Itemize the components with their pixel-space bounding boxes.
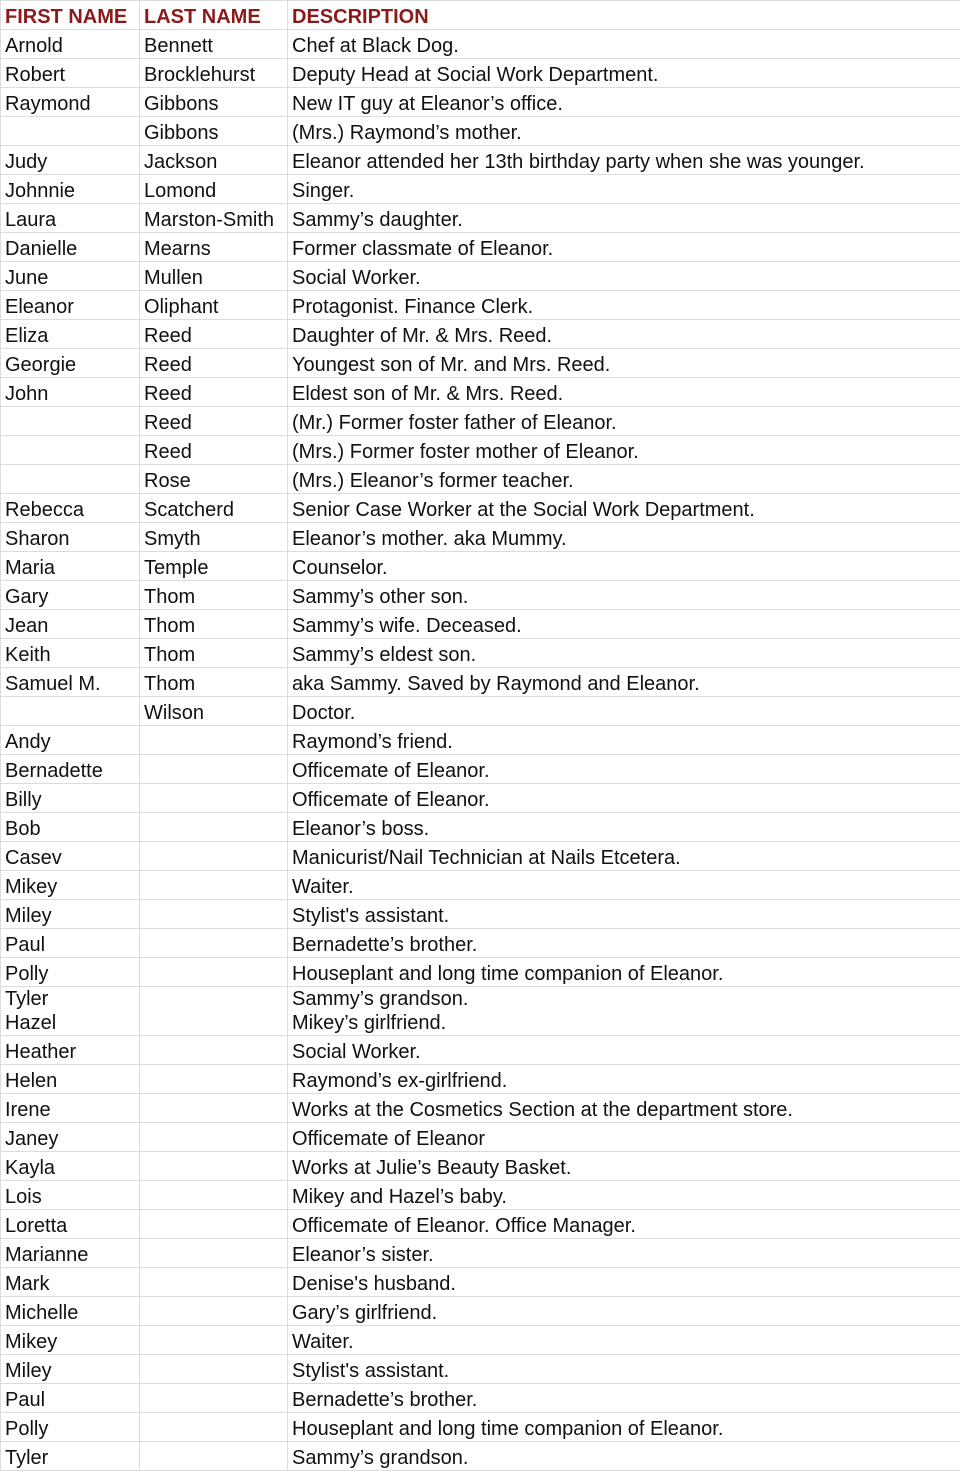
description-cell[interactable]: New IT guy at Eleanor’s office. [288, 88, 960, 117]
description-cell[interactable]: Deputy Head at Social Work Department. [288, 59, 960, 88]
first-name-cell[interactable]: Mikey [1, 871, 140, 900]
description-cell[interactable]: Waiter. [288, 1326, 960, 1355]
table-row [1, 320, 960, 349]
table-row [1, 668, 960, 697]
table-row [1, 262, 960, 291]
last-name-cell[interactable] [140, 871, 288, 900]
table-row [1, 697, 960, 726]
description-cell[interactable]: Officemate of Eleanor. [288, 755, 960, 784]
first-name-cell[interactable]: Andy [1, 726, 140, 755]
first-name-cell[interactable]: Rebecca [1, 494, 140, 523]
description-cell[interactable]: Officemate of Eleanor. Office Manager. [288, 1210, 960, 1239]
last-name-cell[interactable] [140, 900, 288, 929]
description-cell[interactable]: aka Sammy. Saved by Raymond and Eleanor. [288, 668, 960, 697]
first-name-cell[interactable]: Janey [1, 1123, 140, 1152]
first-name-cell[interactable]: Johnnie [1, 175, 140, 204]
first-name-cell[interactable]: Tyler [1, 1442, 140, 1471]
first-name-cell[interactable]: Danielle [1, 233, 140, 262]
header-row [1, 1, 960, 30]
table-row [1, 784, 960, 813]
table-row [1, 407, 960, 436]
description-cell[interactable]: Sammy’s grandson. Mikey’s girlfriend. [288, 987, 960, 1036]
first-name-cell[interactable]: Bob [1, 813, 140, 842]
first-name-cell[interactable]: Raymond [1, 88, 140, 117]
first-name-cell[interactable]: Sharon [1, 523, 140, 552]
table-row [1, 842, 960, 871]
description-cell[interactable]: (Mrs.) Eleanor’s former teacher. [288, 465, 960, 494]
last-name-cell[interactable] [140, 755, 288, 784]
last-name-cell[interactable] [140, 842, 288, 871]
last-name-cell[interactable]: Thom [140, 610, 288, 639]
last-name-cell[interactable]: Rose [140, 465, 288, 494]
last-name-cell[interactable] [140, 958, 288, 987]
last-name-cell[interactable]: Smyth [140, 523, 288, 552]
last-name-cell[interactable]: Oliphant [140, 291, 288, 320]
table-row [1, 1210, 960, 1239]
first-name-cell[interactable] [1, 117, 140, 146]
first-name-cell[interactable]: Helen [1, 1065, 140, 1094]
first-name-cell[interactable]: Eliza [1, 320, 140, 349]
table-row [1, 59, 960, 88]
last-name-cell[interactable]: Reed [140, 320, 288, 349]
description-cell[interactable]: Sammy’s grandson. [288, 1442, 960, 1471]
description-cell[interactable]: Social Worker. [288, 1036, 960, 1065]
first-name-cell[interactable]: Georgie [1, 349, 140, 378]
table-row [1, 726, 960, 755]
table-row [1, 1181, 960, 1210]
first-name-cell[interactable]: Gary [1, 581, 140, 610]
last-name-cell[interactable] [140, 1181, 288, 1210]
table-row [1, 958, 960, 987]
table-row [1, 436, 960, 465]
description-cell[interactable]: (Mrs.) Former foster mother of Eleanor. [288, 436, 960, 465]
first-name-cell[interactable]: Bernadette [1, 755, 140, 784]
description-cell[interactable]: Sammy’s eldest son. [288, 639, 960, 668]
table-row [1, 987, 960, 1036]
table-row [1, 378, 960, 407]
last-name-cell[interactable] [140, 1065, 288, 1094]
last-name-cell[interactable] [140, 1152, 288, 1181]
last-name-cell[interactable] [140, 1123, 288, 1152]
first-name-cell[interactable]: Paul [1, 929, 140, 958]
table-row [1, 204, 960, 233]
table-row [1, 233, 960, 262]
description-cell[interactable]: Officemate of Eleanor. [288, 784, 960, 813]
description-cell[interactable]: Officemate of Eleanor [288, 1123, 960, 1152]
last-name-cell[interactable]: Temple [140, 552, 288, 581]
last-name-cell[interactable]: Lomond [140, 175, 288, 204]
last-name-cell[interactable]: Gibbons [140, 117, 288, 146]
table-row [1, 639, 960, 668]
table-row [1, 1152, 960, 1181]
description-cell[interactable]: Senior Case Worker at the Social Work Department. [288, 494, 960, 523]
description-cell[interactable]: (Mrs.) Raymond’s mother. [288, 117, 960, 146]
table-row [1, 1355, 960, 1384]
first-name-cell[interactable]: Paul [1, 1384, 140, 1413]
first-name-cell[interactable]: Keith [1, 639, 140, 668]
first-name-cell[interactable]: Casev [1, 842, 140, 871]
table-row [1, 929, 960, 958]
table-row [1, 146, 960, 175]
first-name-cell[interactable]: Polly [1, 1413, 140, 1442]
description-cell[interactable]: Bernadette’s brother. [288, 929, 960, 958]
first-name-cell[interactable]: Polly [1, 958, 140, 987]
first-name-cell[interactable] [1, 697, 140, 726]
table-row [1, 291, 960, 320]
last-name-cell[interactable]: Mullen [140, 262, 288, 291]
first-name-cell[interactable]: Samuel M. [1, 668, 140, 697]
description-cell[interactable]: Sammy’s daughter. [288, 204, 960, 233]
last-name-cell[interactable] [140, 813, 288, 842]
first-name-cell[interactable]: John [1, 378, 140, 407]
table-row [1, 1239, 960, 1268]
table-row [1, 900, 960, 929]
description-cell[interactable]: Works at the Cosmetics Section at the department store. [288, 1094, 960, 1123]
last-name-cell[interactable]: Thom [140, 668, 288, 697]
last-name-cell[interactable]: Brocklehurst [140, 59, 288, 88]
description-cell[interactable]: Eleanor attended her 13th birthday party when she was younger. [288, 146, 960, 175]
table-row [1, 1123, 960, 1152]
description-cell[interactable]: Protagonist. Finance Clerk. [288, 291, 960, 320]
description-cell[interactable]: Eldest son of Mr. & Mrs. Reed. [288, 378, 960, 407]
table-row [1, 1326, 960, 1355]
description-cell[interactable]: Stylist's assistant. [288, 1355, 960, 1384]
description-cell[interactable]: Denise's husband. [288, 1268, 960, 1297]
table-row [1, 1442, 960, 1471]
first-name-cell[interactable] [1, 465, 140, 494]
first-name-cell[interactable]: Michelle [1, 1297, 140, 1326]
description-cell[interactable]: Social Worker. [288, 262, 960, 291]
first-name-cell[interactable] [1, 436, 140, 465]
table-row [1, 349, 960, 378]
description-cell[interactable]: Mikey and Hazel’s baby. [288, 1181, 960, 1210]
last-name-cell[interactable]: Wilson [140, 697, 288, 726]
first-name-cell[interactable]: Judy [1, 146, 140, 175]
table-row [1, 581, 960, 610]
table-body [1, 30, 960, 1471]
last-name-cell[interactable] [140, 1297, 288, 1326]
first-name-cell[interactable]: Mark [1, 1268, 140, 1297]
first-name-cell[interactable] [1, 407, 140, 436]
last-name-cell[interactable] [140, 784, 288, 813]
last-name-cell[interactable]: Reed [140, 349, 288, 378]
description-cell[interactable]: Bernadette’s brother. [288, 1384, 960, 1413]
last-name-cell[interactable]: Thom [140, 581, 288, 610]
first-name-cell[interactable]: Heather [1, 1036, 140, 1065]
last-name-cell[interactable] [140, 1094, 288, 1123]
description-cell[interactable]: Sammy’s other son. [288, 581, 960, 610]
last-name-cell[interactable]: Scatcherd [140, 494, 288, 523]
table-row [1, 755, 960, 784]
last-name-cell[interactable] [140, 1384, 288, 1413]
table-row [1, 523, 960, 552]
description-cell[interactable]: Chef at Black Dog. [288, 30, 960, 59]
last-name-cell[interactable]: Marston-Smith [140, 204, 288, 233]
last-name-cell[interactable]: Reed [140, 436, 288, 465]
description-cell[interactable]: Raymond’s friend. [288, 726, 960, 755]
last-name-cell[interactable]: Reed [140, 407, 288, 436]
table-row [1, 465, 960, 494]
table-row [1, 1384, 960, 1413]
last-name-cell[interactable] [140, 1442, 288, 1471]
description-header[interactable]: DESCRIPTION [288, 1, 960, 30]
first-name-cell[interactable]: Billy [1, 784, 140, 813]
description-cell[interactable]: Raymond’s ex-girlfriend. [288, 1065, 960, 1094]
first-name-cell[interactable]: Miley [1, 1355, 140, 1384]
first-name-cell[interactable]: Laura [1, 204, 140, 233]
table-row [1, 610, 960, 639]
description-cell[interactable]: Houseplant and long time companion of Eleanor. [288, 1413, 960, 1442]
table-row [1, 813, 960, 842]
description-cell[interactable]: Gary’s girlfriend. [288, 1297, 960, 1326]
first-name-cell[interactable]: Kayla [1, 1152, 140, 1181]
last-name-cell[interactable] [140, 1268, 288, 1297]
last-name-cell[interactable] [140, 987, 288, 1036]
last-name-cell[interactable]: Reed [140, 378, 288, 407]
table-row [1, 1065, 960, 1094]
first-name-cell[interactable]: Maria [1, 552, 140, 581]
last-name-cell[interactable] [140, 1355, 288, 1384]
last-name-cell[interactable]: Jackson [140, 146, 288, 175]
first-name-cell[interactable]: Robert [1, 59, 140, 88]
table-row [1, 1268, 960, 1297]
description-cell[interactable]: Daughter of Mr. & Mrs. Reed. [288, 320, 960, 349]
last-name-cell[interactable] [140, 1326, 288, 1355]
last-name-cell[interactable]: Thom [140, 639, 288, 668]
last-name-cell[interactable] [140, 726, 288, 755]
description-cell[interactable]: Stylist's assistant. [288, 900, 960, 929]
last-name-cell[interactable] [140, 1239, 288, 1268]
table-row [1, 117, 960, 146]
description-cell[interactable]: Sammy’s wife. Deceased. [288, 610, 960, 639]
description-cell[interactable]: Former classmate of Eleanor. [288, 233, 960, 262]
table-row [1, 30, 960, 59]
description-cell[interactable]: Counselor. [288, 552, 960, 581]
description-cell[interactable]: Waiter. [288, 871, 960, 900]
description-cell[interactable]: (Mr.) Former foster father of Eleanor. [288, 407, 960, 436]
first-name-cell[interactable]: Tyler Hazel [1, 987, 140, 1036]
description-cell[interactable]: Houseplant and long time companion of Eleanor. [288, 958, 960, 987]
last-name-cell[interactable]: Gibbons [140, 88, 288, 117]
first-name-header[interactable]: FIRST NAME [1, 1, 140, 30]
description-cell[interactable]: Works at Julie’s Beauty Basket. [288, 1152, 960, 1181]
table-row [1, 1036, 960, 1065]
description-cell[interactable]: Youngest son of Mr. and Mrs. Reed. [288, 349, 960, 378]
last-name-cell[interactable]: Bennett [140, 30, 288, 59]
table-row [1, 871, 960, 900]
first-name-cell[interactable]: Marianne [1, 1239, 140, 1268]
first-name-cell[interactable]: Eleanor [1, 291, 140, 320]
table-row [1, 88, 960, 117]
first-name-cell[interactable]: Irene [1, 1094, 140, 1123]
description-cell[interactable]: Eleanor’s sister. [288, 1239, 960, 1268]
table-row [1, 552, 960, 581]
last-name-header[interactable]: LAST NAME [140, 1, 288, 30]
last-name-cell[interactable] [140, 929, 288, 958]
last-name-cell[interactable] [140, 1413, 288, 1442]
first-name-cell[interactable]: June [1, 262, 140, 291]
last-name-cell[interactable]: Mearns [140, 233, 288, 262]
first-name-cell[interactable]: Jean [1, 610, 140, 639]
description-cell[interactable]: Doctor. [288, 697, 960, 726]
table-row [1, 1094, 960, 1123]
first-name-cell[interactable]: Arnold [1, 30, 140, 59]
first-name-cell[interactable]: Lois [1, 1181, 140, 1210]
table-row [1, 175, 960, 204]
description-cell[interactable]: Eleanor’s boss. [288, 813, 960, 842]
last-name-cell[interactable] [140, 1210, 288, 1239]
table-row [1, 1413, 960, 1442]
first-name-cell[interactable]: Miley [1, 900, 140, 929]
last-name-cell[interactable] [140, 1036, 288, 1065]
first-name-cell[interactable]: Mikey [1, 1326, 140, 1355]
table-row [1, 1297, 960, 1326]
table-row [1, 494, 960, 523]
description-cell[interactable]: Singer. [288, 175, 960, 204]
description-cell[interactable]: Manicurist/Nail Technician at Nails Etcetera. [288, 842, 960, 871]
description-cell[interactable]: Eleanor’s mother. aka Mummy. [288, 523, 960, 552]
first-name-cell[interactable]: Loretta [1, 1210, 140, 1239]
